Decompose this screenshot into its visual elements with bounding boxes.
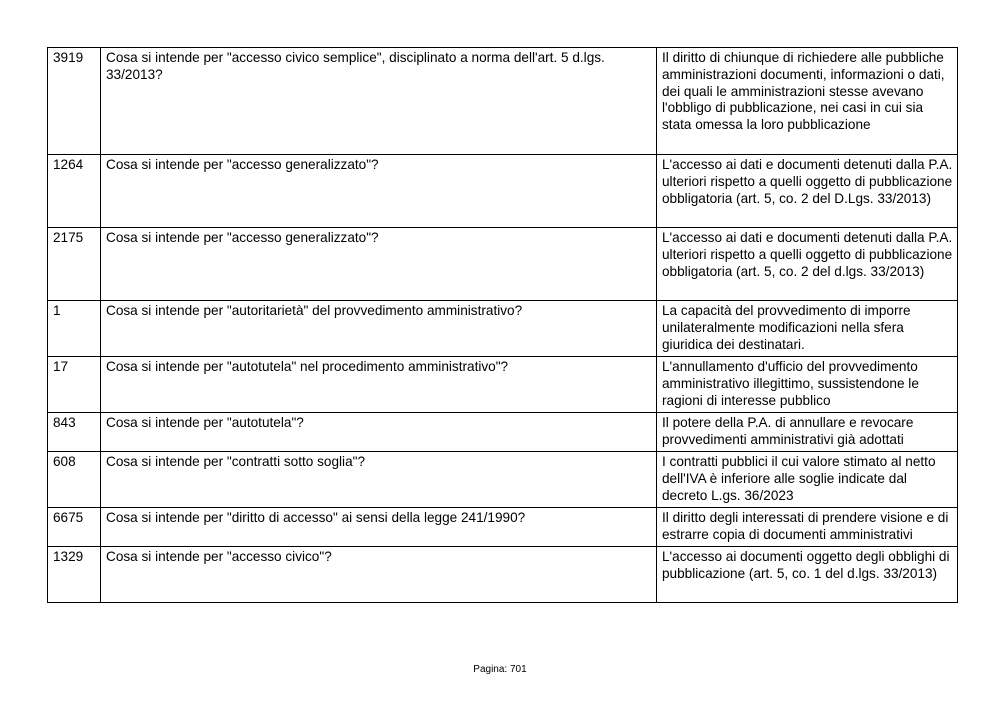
- table-row: [48, 228, 958, 301]
- table-row: [48, 508, 958, 547]
- answer-text: L'accesso ai dati e documenti detenuti dalla P.A. ulteriori rispetto a quelli oggetto di pubblicazione obbligatoria (art. 5, co. 2 del D.Lgs. 33/2013): [657, 155, 958, 228]
- question-id: 1264: [48, 155, 101, 228]
- question-text: Cosa si intende per "autoritarietà" del provvedimento amministrativo?: [101, 301, 657, 357]
- qa-table: [47, 47, 958, 603]
- answer-text: I contratti pubblici il cui valore stimato al netto dell'IVA è inferiore alle soglie indicate dal decreto L.gs. 36/2023: [657, 452, 958, 508]
- table-row: [48, 413, 958, 452]
- question-text: Cosa si intende per "autotutela" nel procedimento amministrativo"?: [101, 357, 657, 413]
- table-row: [48, 357, 958, 413]
- page-number: Pagina: 701: [473, 664, 527, 675]
- question-text: Cosa si intende per "diritto di accesso" ai sensi della legge 241/1990?: [101, 508, 657, 547]
- question-id: 6675: [48, 508, 101, 547]
- table-row: [48, 452, 958, 508]
- question-id: 843: [48, 413, 101, 452]
- question-id: 17: [48, 357, 101, 413]
- question-text: Cosa si intende per "accesso generalizzato"?: [101, 228, 657, 301]
- question-text: Cosa si intende per "autotutela"?: [101, 413, 657, 452]
- question-id: 1: [48, 301, 101, 357]
- question-text: Cosa si intende per "accesso civico semplice", disciplinato a norma dell'art. 5 d.lgs. 33/2013?: [101, 48, 657, 155]
- table-row: [48, 155, 958, 228]
- answer-text: L'annullamento d'ufficio del provvedimento amministrativo illegittimo, sussistendone le ragioni di interesse pubblico: [657, 357, 958, 413]
- question-id: 3919: [48, 48, 101, 155]
- answer-text: Il diritto di chiunque di richiedere alle pubbliche amministrazioni documenti, informazioni o dati, dei quali le amministrazioni stesse avevano l'obbligo di pubblicazione, nei casi in cui sia stata omessa la loro pubblicazione: [657, 48, 958, 155]
- question-text: Cosa si intende per "accesso generalizzato"?: [101, 155, 657, 228]
- table-row: [48, 48, 958, 155]
- question-text: Cosa si intende per "accesso civico"?: [101, 547, 657, 603]
- question-id: 2175: [48, 228, 101, 301]
- answer-text: Il diritto degli interessati di prendere visione e di estrarre copia di documenti amministrativi: [657, 508, 958, 547]
- answer-text: L'accesso ai documenti oggetto degli obblighi di pubblicazione (art. 5, co. 1 del d.lgs. 33/2013): [657, 547, 958, 603]
- question-id: 608: [48, 452, 101, 508]
- question-text: Cosa si intende per "contratti sotto soglia"?: [101, 452, 657, 508]
- answer-text: La capacità del provvedimento di imporre unilateralmente modificazioni nella sfera giuridica dei destinatari.: [657, 301, 958, 357]
- question-id: 1329: [48, 547, 101, 603]
- answer-text: Il potere della P.A. di annullare e revocare provvedimenti amministrativi già adottati: [657, 413, 958, 452]
- answer-text: L'accesso ai dati e documenti detenuti dalla P.A. ulteriori rispetto a quelli oggetto di pubblicazione obbligatoria (art. 5, co. 2 del d.lgs. 33/2013): [657, 228, 958, 301]
- table-row: [48, 301, 958, 357]
- table-row: [48, 547, 958, 603]
